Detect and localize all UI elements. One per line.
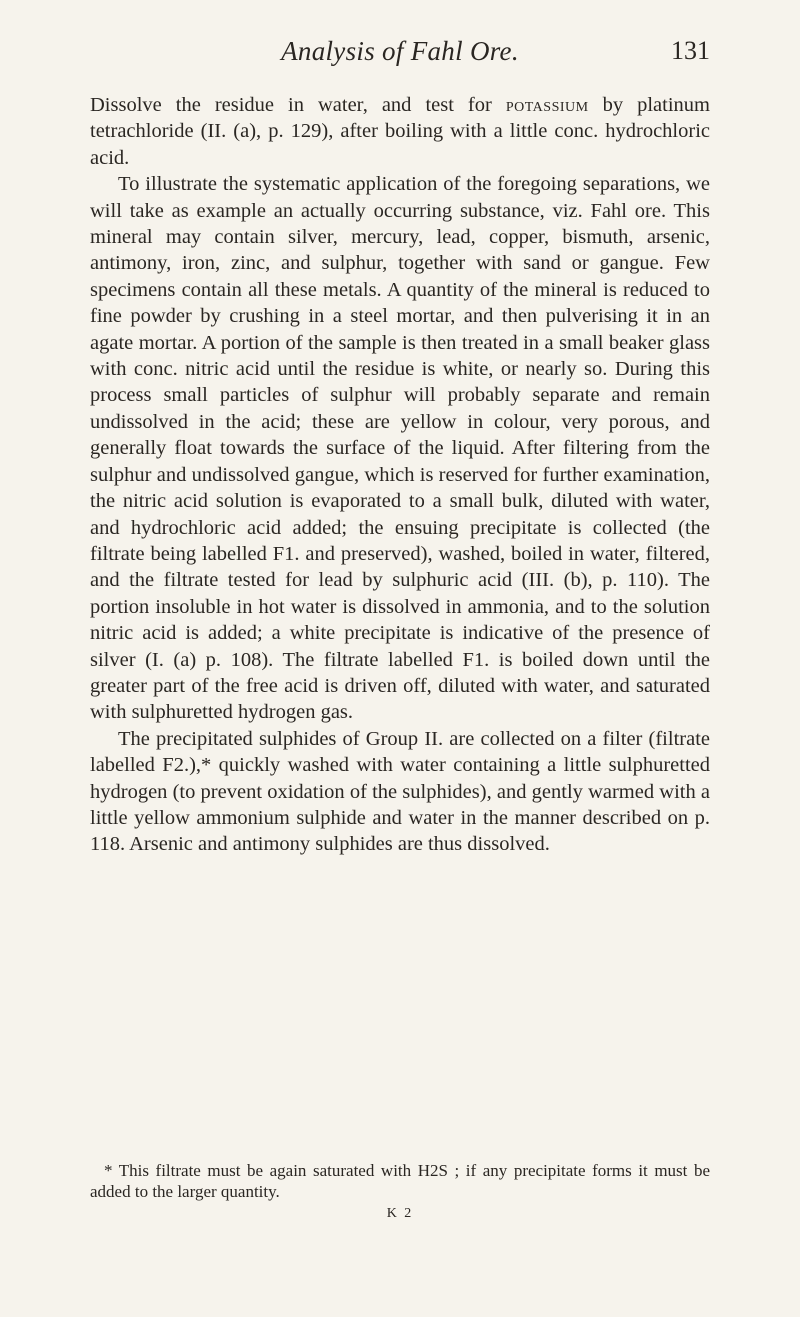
paragraph-group-ii-sulphides: The precipitated sulphides of Group II. are collected on a filter (filtrate labelled F2.),* quickly washed with water containing a little sulphuretted hydrogen (to prevent oxidation of the sulphides), and gently warmed with a little yellow ammonium sulphide and water in the manner described on p. 118. Arsenic and antimony sulphides are thus dissolved. xyxy=(90,727,710,856)
body-text xyxy=(90,92,710,858)
running-title: Analysis of Fahl Ore. xyxy=(281,36,519,66)
signature-mark: K 2 xyxy=(386,1206,414,1221)
potassium-term: potassium xyxy=(505,94,589,116)
footnote: * This filtrate must be again saturated with H2S ; if any precipitate forms it must be added to the larger quantity. xyxy=(90,1161,710,1201)
paragraph-potassium-test xyxy=(90,92,710,171)
page-number: 131 xyxy=(671,36,710,65)
paragraph-fahl-ore-analysis: To illustrate the systematic application of the foregoing separations, we will take as example an actually occurring substance, viz. Fahl ore. This mineral may contain silver, mercury, lead, copper, bismuth, arsenic, antimony, iron, zinc, and sulphur, together with sand or gangue. Few specimens contain all these metals. A quantity of the mineral is reduced to fine powder by crushing in a steel mortar, and then pulverising it in an agate mortar. A portion of the sample is then treated in a small beaker glass with conc. nitric acid until the residue is white, or nearly so. During this process small particles of sulphur will probably separate and remain undissolved in the acid; these are yellow in colour, very porous, and generally float towards the surface of the liquid. After filtering from the sulphur and undissolved gangue, which is reserved for further examination, the nitric acid solution is evaporated to a small bulk, diluted with water, and hydrochloric acid added; the ensuing precipitate is collected (the filtrate being labelled F1. and preserved), washed, boiled in water, filtered, and the filtrate tested for lead by sulphuric acid (III. (b), p. 110). The portion insoluble in hot water is dissolved in ammonia, and to the solution nitric acid is added; a white precipitate is indicative of the presence of silver (I. (a) p. 108). The filtrate labelled F1. is boiled down until the greater part of the free acid is driven off, diluted with water, and saturated with sulphuretted hydrogen gas. xyxy=(90,173,710,724)
running-head xyxy=(90,36,710,76)
paragraph-1-pre: Dissolve the residue in water, and test for xyxy=(90,94,506,116)
paragraph-1-post: by platinum tetrachloride (II. (a), p. 129), after boiling with a little conc. hydrochloric acid. xyxy=(90,94,710,169)
